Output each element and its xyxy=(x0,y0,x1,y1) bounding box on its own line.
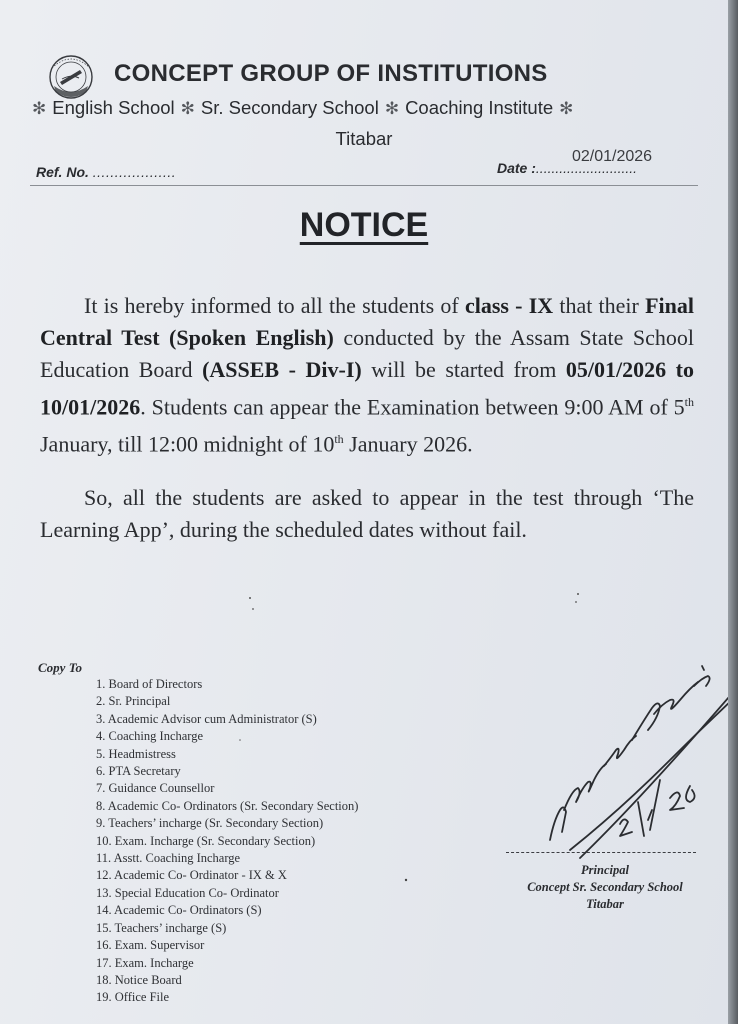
reference-number xyxy=(36,164,176,180)
notice-paragraph-1 xyxy=(40,290,694,461)
list-item: 1. Board of Directors xyxy=(96,677,203,691)
p1-text: It is hereby informed to all the students of xyxy=(84,293,465,318)
class-name: class - IX xyxy=(464,293,554,318)
list-item: 17. Exam. Incharge xyxy=(96,955,194,970)
date-separator: : xyxy=(531,160,536,176)
list-item: 4. Coaching Incharge xyxy=(96,729,204,744)
institution-name: CONCEPT GROUP OF INSTITUTIONS xyxy=(114,60,548,87)
test-date-range: 05/01/2026 to 10/01/2026 xyxy=(40,357,694,420)
notice-title: NOTICE xyxy=(299,206,429,244)
star-icon: ✻ xyxy=(559,99,574,118)
copy-to-list xyxy=(96,676,358,1007)
handwritten-signature xyxy=(520,660,728,870)
list-item: 3. Academic Advisor cum Administrator (S) xyxy=(96,711,317,726)
date-label: Date xyxy=(497,160,528,176)
test-name: Final Central Test (Spoken English) xyxy=(40,293,694,350)
list-item: 14. Academic Co- Ordinators (S) xyxy=(96,903,262,918)
list-item: 8. Academic Co- Ordinators (Sr. Secondary Section) xyxy=(96,798,359,813)
p1-text: will be started from xyxy=(361,357,566,382)
division-coaching-institute: Coaching Institute xyxy=(405,97,554,118)
list-item: 16. Exam. Supervisor xyxy=(96,938,205,953)
signatory-designation: Principal xyxy=(581,863,629,877)
p1-text: January, till 12:00 midnight of 10 xyxy=(40,431,335,457)
division-line xyxy=(32,97,702,119)
ref-value: ................... xyxy=(92,164,177,180)
signature-line xyxy=(506,852,696,853)
list-item: 6. PTA Secretary xyxy=(96,764,181,779)
notice-title-wrap xyxy=(0,206,728,245)
list-item: 18. Notice Board xyxy=(96,972,182,987)
p1-text: . Students can appear the Examination between 9:00 AM of 5 xyxy=(140,394,685,420)
ordinal-suffix: th xyxy=(684,395,694,409)
list-item: 13. Special Education Co- Ordinator xyxy=(96,885,279,900)
copy-to-label: Copy To xyxy=(38,660,82,675)
signatory-block xyxy=(500,862,710,913)
background-edge xyxy=(728,0,738,1024)
p2-text: So, all the students are asked to appear in the test through ‘The Learning App’, during the scheduled dates without fail. xyxy=(40,485,694,542)
list-item: 9. Teachers’ incharge (Sr. Secondary Section) xyxy=(96,816,324,831)
star-icon: ✻ xyxy=(384,99,400,118)
header-divider xyxy=(30,185,698,186)
division-senior-secondary: Sr. Secondary School xyxy=(200,97,379,118)
list-item: 7. Guidance Counsellor xyxy=(96,781,215,796)
list-item: 19. Office File xyxy=(96,990,170,1005)
ordinal-suffix: th xyxy=(334,432,344,447)
date-dots: .......................... xyxy=(535,160,638,176)
notice-paragraph-2 xyxy=(40,482,694,546)
p1-text: January 2026. xyxy=(343,431,473,457)
star-icon: ✻ xyxy=(32,99,47,118)
division-english-school: English School xyxy=(52,97,175,118)
star-icon: ✻ xyxy=(180,99,195,118)
list-item: 15. Teachers’ incharge (S) xyxy=(96,920,227,935)
date-value: 02/01/2026 xyxy=(572,148,653,165)
list-item: 12. Academic Co- Ordinator - IX & X xyxy=(96,868,287,883)
p1-text: conducted by the Assam State School Education Board xyxy=(40,325,694,382)
list-item: 5. Headmistress xyxy=(96,746,176,761)
board-name: (ASSEB - Div-I) xyxy=(202,357,362,382)
signatory-school: Concept Sr. Secondary School xyxy=(527,880,683,894)
list-item: 11. Asstt. Coaching Incharge xyxy=(96,851,241,866)
list-item: 2. Sr. Principal xyxy=(96,694,171,709)
institution-location: Titabar xyxy=(335,128,393,149)
list-item: 10. Exam. Incharge (Sr. Secondary Section) xyxy=(96,833,316,848)
signatory-place: Titabar xyxy=(586,897,624,911)
ref-label: Ref. No. xyxy=(36,164,89,180)
p1-text: that their xyxy=(553,293,646,318)
